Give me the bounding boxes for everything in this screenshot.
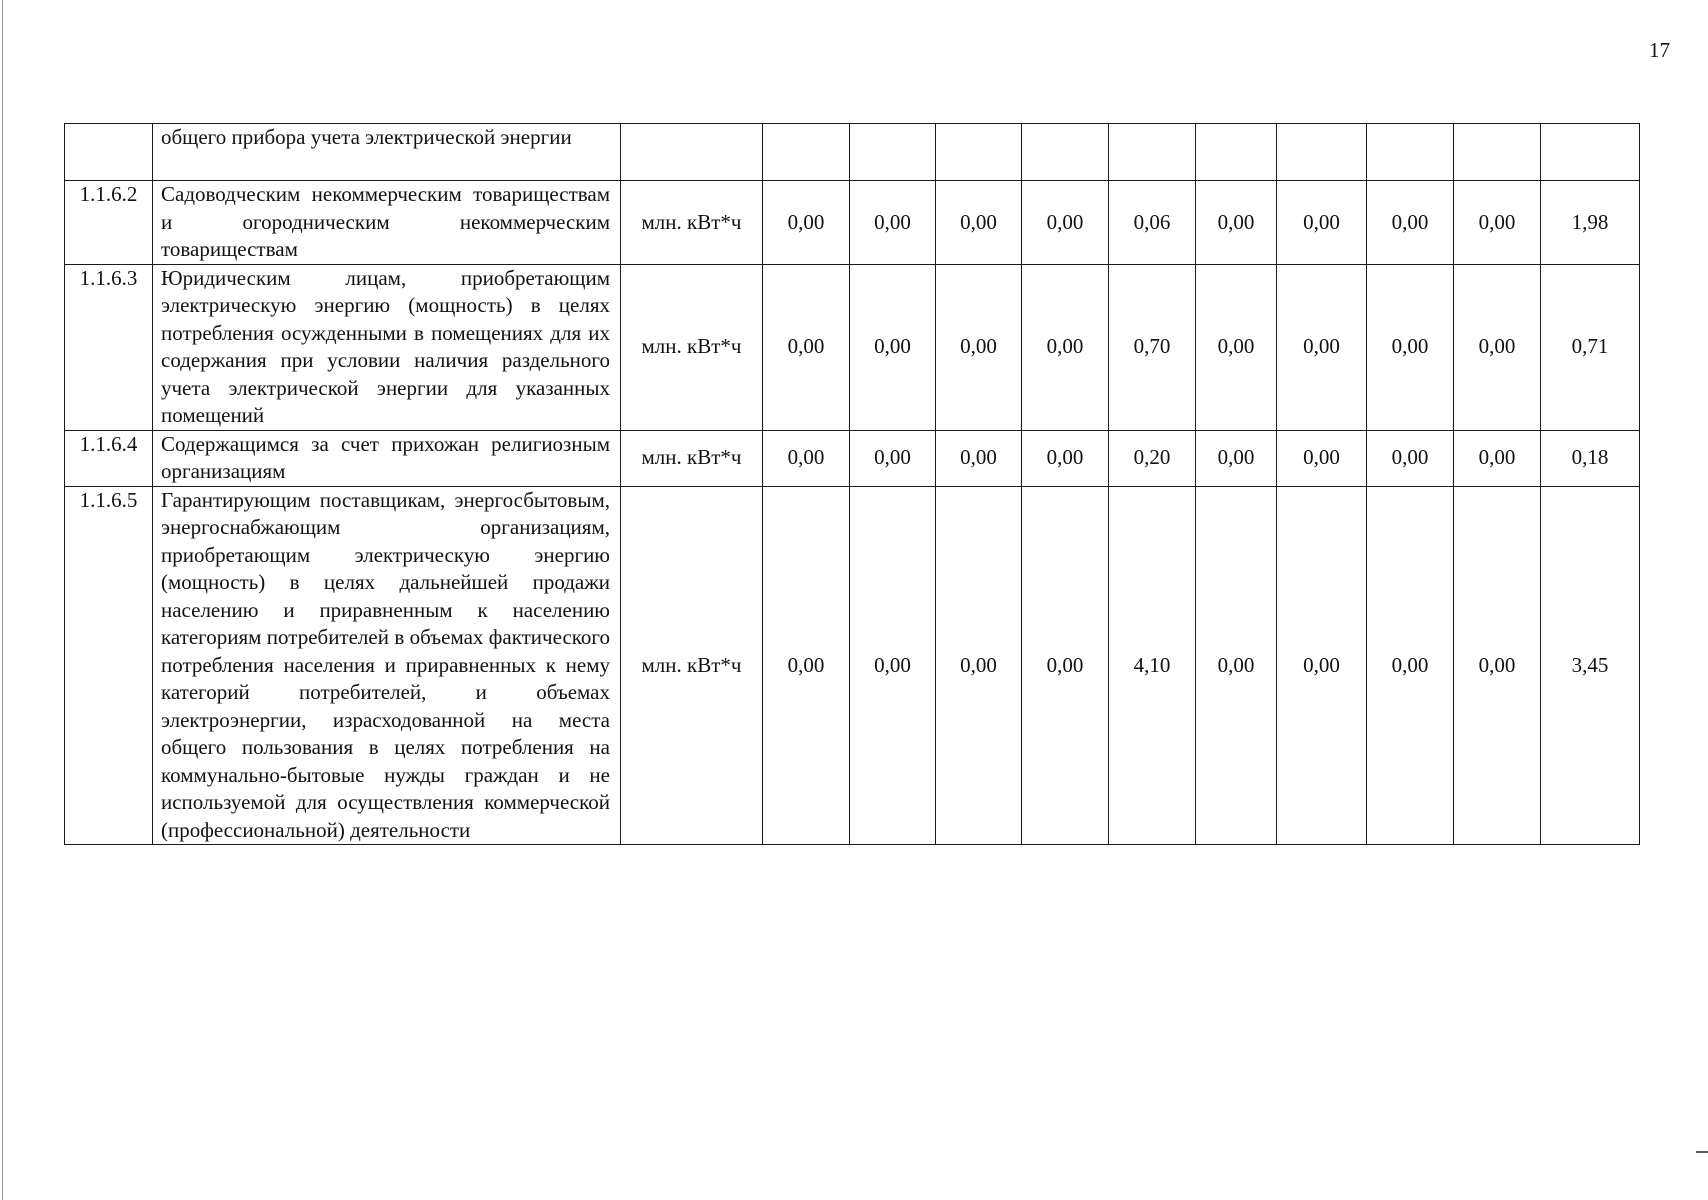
row-code: 1.1.6.4 bbox=[65, 430, 153, 486]
value-cell bbox=[1196, 124, 1277, 181]
row-code: 1.1.6.5 bbox=[65, 486, 153, 845]
row-unit bbox=[621, 124, 763, 181]
value-cell: 0,00 bbox=[850, 430, 936, 486]
row-code: 1.1.6.3 bbox=[65, 264, 153, 430]
value-cell: 0,00 bbox=[763, 264, 850, 430]
value-cell bbox=[1277, 124, 1367, 181]
value-cell: 0,00 bbox=[1196, 264, 1277, 430]
value-cell bbox=[850, 124, 936, 181]
value-cell bbox=[1454, 124, 1541, 181]
value-cell: 0,00 bbox=[850, 181, 936, 265]
value-cell: 0,00 bbox=[1277, 430, 1367, 486]
row-description: Гарантирующим поставщикам, энергосбытовым, энергоснабжающим организациям, приобретающим электрическую энергию (мощность) в целях дальнейшей продажи населению и приравненным к населению категориям потребителей в объемах фактического потребления населения и приравненных к нему категорий потребителей, и объемах электроэнергии, израсходованной на места общего пользования в целях потребления на коммунально-бытовые нужды граждан и не используемой для осуществления коммерческой (профессиональной) деятельности bbox=[153, 486, 621, 845]
value-cell: 0,00 bbox=[1277, 181, 1367, 265]
table-row bbox=[65, 486, 1640, 845]
value-cell: 0,71 bbox=[1541, 264, 1640, 430]
value-cell bbox=[1022, 124, 1109, 181]
row-unit: млн. кВт*ч bbox=[621, 486, 763, 845]
value-cell: 0,00 bbox=[1454, 486, 1541, 845]
tariff-volume-table bbox=[64, 123, 1640, 845]
value-cell: 0,00 bbox=[850, 486, 936, 845]
value-cell: 0,00 bbox=[936, 264, 1022, 430]
value-cell: 0,00 bbox=[1367, 430, 1454, 486]
table-row bbox=[65, 181, 1640, 265]
page-number: 17 bbox=[1649, 38, 1670, 62]
value-cell: 0,00 bbox=[850, 264, 936, 430]
table-row bbox=[65, 430, 1640, 486]
value-cell bbox=[1109, 124, 1196, 181]
value-cell: 0,70 bbox=[1109, 264, 1196, 430]
table-row bbox=[65, 124, 1640, 181]
value-cell: 0,00 bbox=[936, 486, 1022, 845]
value-cell: 0,00 bbox=[1367, 486, 1454, 845]
value-cell: 0,18 bbox=[1541, 430, 1640, 486]
value-cell: 0,00 bbox=[936, 181, 1022, 265]
value-cell: 3,45 bbox=[1541, 486, 1640, 845]
value-cell: 0,00 bbox=[1022, 430, 1109, 486]
value-cell bbox=[1541, 124, 1640, 181]
value-cell bbox=[936, 124, 1022, 181]
row-unit: млн. кВт*ч bbox=[621, 181, 763, 265]
value-cell: 4,10 bbox=[1109, 486, 1196, 845]
row-description: общего прибора учета электрической энергии bbox=[153, 124, 621, 181]
value-cell: 0,00 bbox=[936, 430, 1022, 486]
value-cell: 0,00 bbox=[1454, 430, 1541, 486]
value-cell: 0,00 bbox=[1022, 264, 1109, 430]
value-cell: 0,00 bbox=[1277, 486, 1367, 845]
scan-edge-line bbox=[2, 0, 3, 1200]
row-unit: млн. кВт*ч bbox=[621, 264, 763, 430]
value-cell: 0,00 bbox=[1022, 181, 1109, 265]
value-cell: 1,98 bbox=[1541, 181, 1640, 265]
value-cell: 0,00 bbox=[763, 486, 850, 845]
value-cell: 0,00 bbox=[1367, 181, 1454, 265]
value-cell: 0,00 bbox=[1196, 181, 1277, 265]
value-cell: 0,06 bbox=[1109, 181, 1196, 265]
value-cell: 0,00 bbox=[1454, 264, 1541, 430]
value-cell: 0,00 bbox=[1454, 181, 1541, 265]
value-cell: 0,20 bbox=[1109, 430, 1196, 486]
row-description: Садоводческим некоммерческим товариществам и огородническим некоммерческим товариществам bbox=[153, 181, 621, 265]
value-cell: 0,00 bbox=[1367, 264, 1454, 430]
row-description: Юридическим лицам, приобретающим электрическую энергию (мощность) в целях потребления осужденными в помещениях для их содержания при условии наличия раздельного учета электрической энергии для указанных помещений bbox=[153, 264, 621, 430]
value-cell bbox=[1367, 124, 1454, 181]
scan-mark bbox=[1696, 1151, 1708, 1153]
row-unit: млн. кВт*ч bbox=[621, 430, 763, 486]
value-cell: 0,00 bbox=[763, 181, 850, 265]
table-row bbox=[65, 264, 1640, 430]
value-cell: 0,00 bbox=[763, 430, 850, 486]
value-cell bbox=[763, 124, 850, 181]
value-cell: 0,00 bbox=[1277, 264, 1367, 430]
row-code: 1.1.6.2 bbox=[65, 181, 153, 265]
row-code bbox=[65, 124, 153, 181]
row-description: Содержащимся за счет прихожан религиозным организациям bbox=[153, 430, 621, 486]
value-cell: 0,00 bbox=[1196, 430, 1277, 486]
value-cell: 0,00 bbox=[1022, 486, 1109, 845]
value-cell: 0,00 bbox=[1196, 486, 1277, 845]
